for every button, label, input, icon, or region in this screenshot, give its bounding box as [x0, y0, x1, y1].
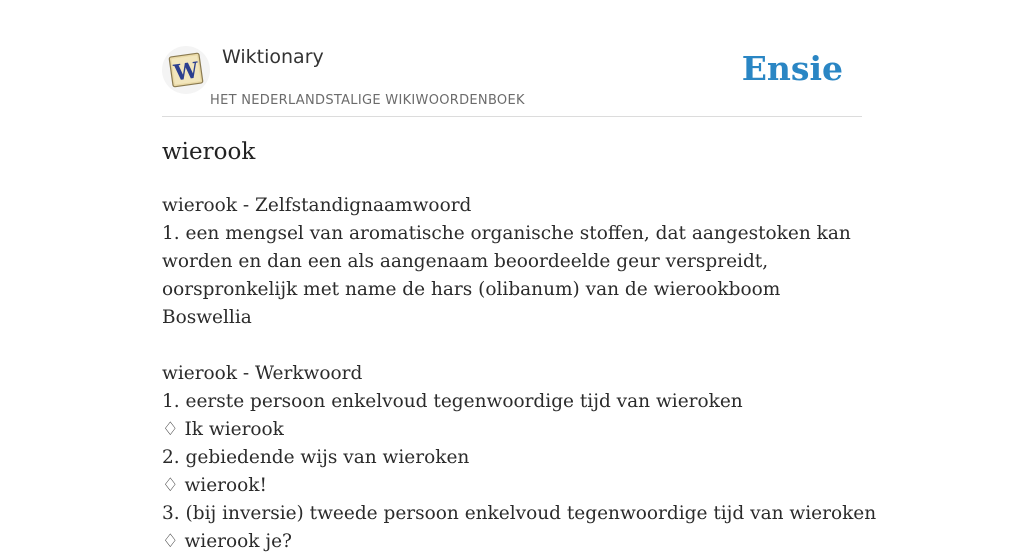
verb-example-3: ♢ wierook je?: [162, 531, 292, 552]
entry-heading-noun: wierook - Zelfstandignaamwoord: [162, 195, 472, 216]
noun-definition-1: 1. een mengsel van aromatische organische stoffen, dat aangestoken kan worden en dan een als aangenaam beoordeelde geur verspreidt, oorspronkelijk met name de hars (olibanum) van de wierookboom Boswellia: [162, 223, 851, 328]
site-header: [162, 0, 862, 117]
verb-example-2: ♢ wierook!: [162, 475, 267, 496]
page-title: wierook: [162, 139, 256, 165]
verb-definition-2: 2. gebiedende wijs van wieroken: [162, 447, 470, 468]
entry-separator: [162, 332, 862, 360]
logo-tile-graphic: [162, 46, 210, 94]
site-tagline: HET NEDERLANDSTALIGE WIKIWOORDENBOEK: [210, 93, 525, 108]
verb-definition-1: 1. eerste persoon enkelvoud tegenwoordige tijd van wieroken: [162, 391, 743, 412]
ensie-brand-link[interactable]: Ensie: [741, 49, 843, 88]
site-name[interactable]: Wiktionary: [222, 46, 324, 68]
svg-text:W: W: [172, 57, 201, 87]
definition-content: [162, 192, 877, 556]
verb-definition-3: 3. (bij inversie) tweede persoon enkelvoud tegenwoordige tijd van wieroken: [162, 503, 877, 524]
wiktionary-logo-icon[interactable]: [162, 46, 210, 94]
entry-heading-verb: wierook - Werkwoord: [162, 363, 363, 384]
page-container: [162, 0, 877, 552]
verb-example-1: ♢ Ik wierook: [162, 419, 284, 440]
